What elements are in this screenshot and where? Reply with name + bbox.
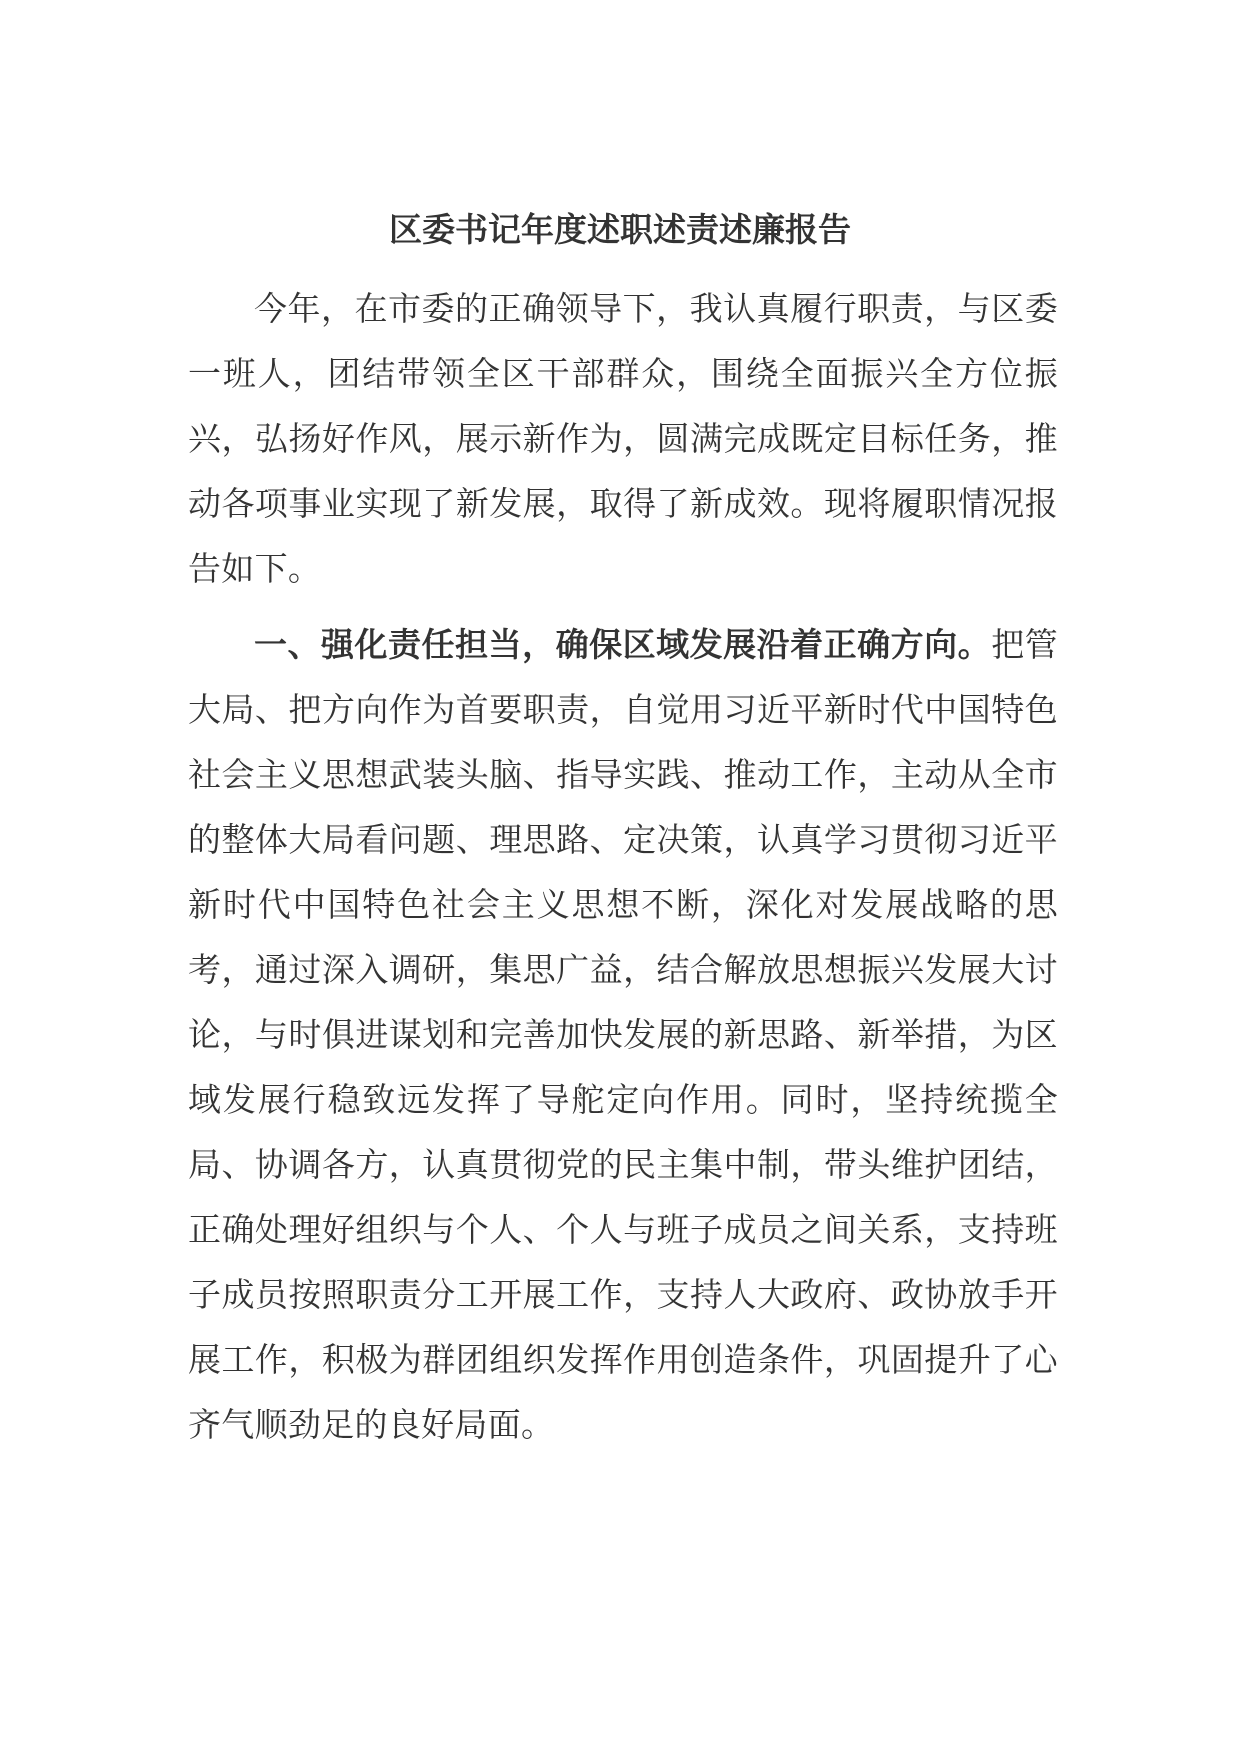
section-one-paragraph [188,612,1058,1457]
section-one-heading: 一、强化责任担当，确保区域发展沿着正确方向。 [254,625,992,664]
document-title: 区委书记年度述职述责述廉报告 [389,210,851,249]
intro-paragraph-text: 今年，在市委的正确领导下，我认真履行职责，与区委一班人，团结带领全区干部群众，围绕全面振兴全方位振兴，弘扬好作风，展示新作为，圆满完成既定目标任务，推动各项事业实现了新发展，取得了新成效。现将履职情况报告如下。 [188,289,1058,588]
section-one-body: 把管大局、把方向作为首要职责，自觉用习近平新时代中国特色社会主义思想武装头脑、指导实践、推动工作，主动从全市的整体大局看问题、理思路、定决策，认真学习贯彻习近平新时代中国特色社会主义思想不断，深化对发展战略的思考，通过深入调研，集思广益，结合解放思想振兴发展大讨论，与时俱进谋划和完善加快发展的新思路、新举措，为区域发展行稳致远发挥了导舵定向作用。同时，坚持统揽全局、协调各方，认真贯彻党的民主集中制，带头维护团结，正确处理好组织与个人、个人与班子成员之间关系，支持班子成员按照职责分工开展工作，支持人大政府、政协放手开展工作，积极为群团组织发挥作用创造条件，巩固提升了心齐气顺劲足的良好局面。 [188,625,1058,1444]
intro-paragraph [188,276,1058,601]
